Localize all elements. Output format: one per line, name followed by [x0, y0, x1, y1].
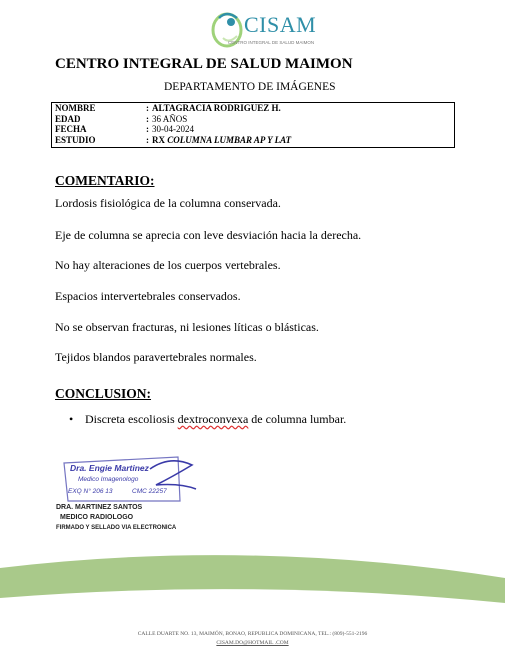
patient-row-study — [52, 135, 454, 146]
comentario-line: Lordosis fisiológica de la columna conservada. — [55, 196, 281, 210]
study-prefix: RX — [152, 134, 168, 145]
field-label: FECHA — [55, 124, 87, 134]
footer-email-link[interactable]: CISAM.DO@HOTMAIL .COM — [216, 640, 289, 646]
field-colon: : — [146, 124, 149, 134]
patient-row-name — [52, 103, 454, 114]
logo-wordmark: CISAM — [244, 12, 317, 37]
doctor-role: MEDICO RADIOLOGO — [60, 514, 134, 521]
stamp-exq: EXQ N° 206 13 — [68, 488, 113, 495]
footer-address: CALLE DUARTE NO. 13, MAIMÓN, BONAO, REPUBLICA DOMINICANA, TEL.: (809)-551-2196 — [137, 631, 368, 637]
conclusion-item — [85, 412, 346, 427]
patient-study-value — [152, 135, 291, 146]
conclusion-heading: CONCLUSION: — [55, 386, 152, 401]
doctor-name: DRA. MARTINEZ SANTOS — [56, 504, 143, 511]
patient-row-age — [52, 114, 454, 125]
field-colon: : — [146, 113, 149, 124]
comentario-line: Espacios intervertebrales conservados. — [55, 289, 241, 303]
department-title: DEPARTAMENTO DE IMÁGENES — [164, 81, 336, 93]
stamp-role: Medico Imagenologo — [78, 476, 139, 483]
patient-age-value: 36 AÑOS — [152, 113, 188, 124]
field-label: NOMBRE — [55, 103, 96, 113]
field-label: ESTUDIO — [55, 134, 96, 145]
comentario-line: Eje de columna se aprecia con leve desviación hacia la derecha. — [55, 228, 362, 242]
study-name: COLUMNA LUMBAR AP Y LAT — [167, 134, 292, 145]
doctor-stamp — [60, 455, 200, 503]
patient-info-box — [51, 102, 455, 148]
conclusion-text-pre: Discreta escoliosis — [85, 412, 178, 426]
comentario-heading: COMENTARIO: — [55, 173, 155, 188]
stamp-cmd: CMC 22257 — [132, 488, 167, 495]
stamp-name: Dra. Engie Martinez — [70, 463, 149, 473]
signature-note: FIRMADO Y SELLADO VIA ELECTRONICA — [56, 525, 177, 531]
clinic-title: CENTRO INTEGRAL DE SALUD MAIMON — [55, 56, 353, 72]
comentario-line: Tejidos blandos paravertebrales normales. — [55, 350, 257, 364]
field-colon: : — [146, 103, 149, 113]
field-label: EDAD — [55, 113, 81, 124]
bullet-dot: • — [69, 412, 74, 426]
comentario-line: No hay alteraciones de los cuerpos vertebrales. — [55, 258, 281, 272]
patient-date-value: 30-04-2024 — [152, 124, 194, 134]
logo-subtitle: CENTRO INTEGRAL DE SALUD MAIMON — [228, 40, 315, 45]
spellcheck-flagged-word: dextroconvexa — [177, 412, 249, 426]
comentario-line: No se observan fracturas, ni lesiones líticas o blásticas. — [55, 320, 319, 334]
patient-name-value: ALTAGRACIA RODRIGUEZ H. — [152, 103, 281, 113]
conclusion-text-post: de columna lumbar. — [248, 412, 347, 426]
footer-email — [0, 640, 505, 646]
patient-row-date — [52, 124, 454, 135]
field-colon: : — [146, 134, 149, 145]
